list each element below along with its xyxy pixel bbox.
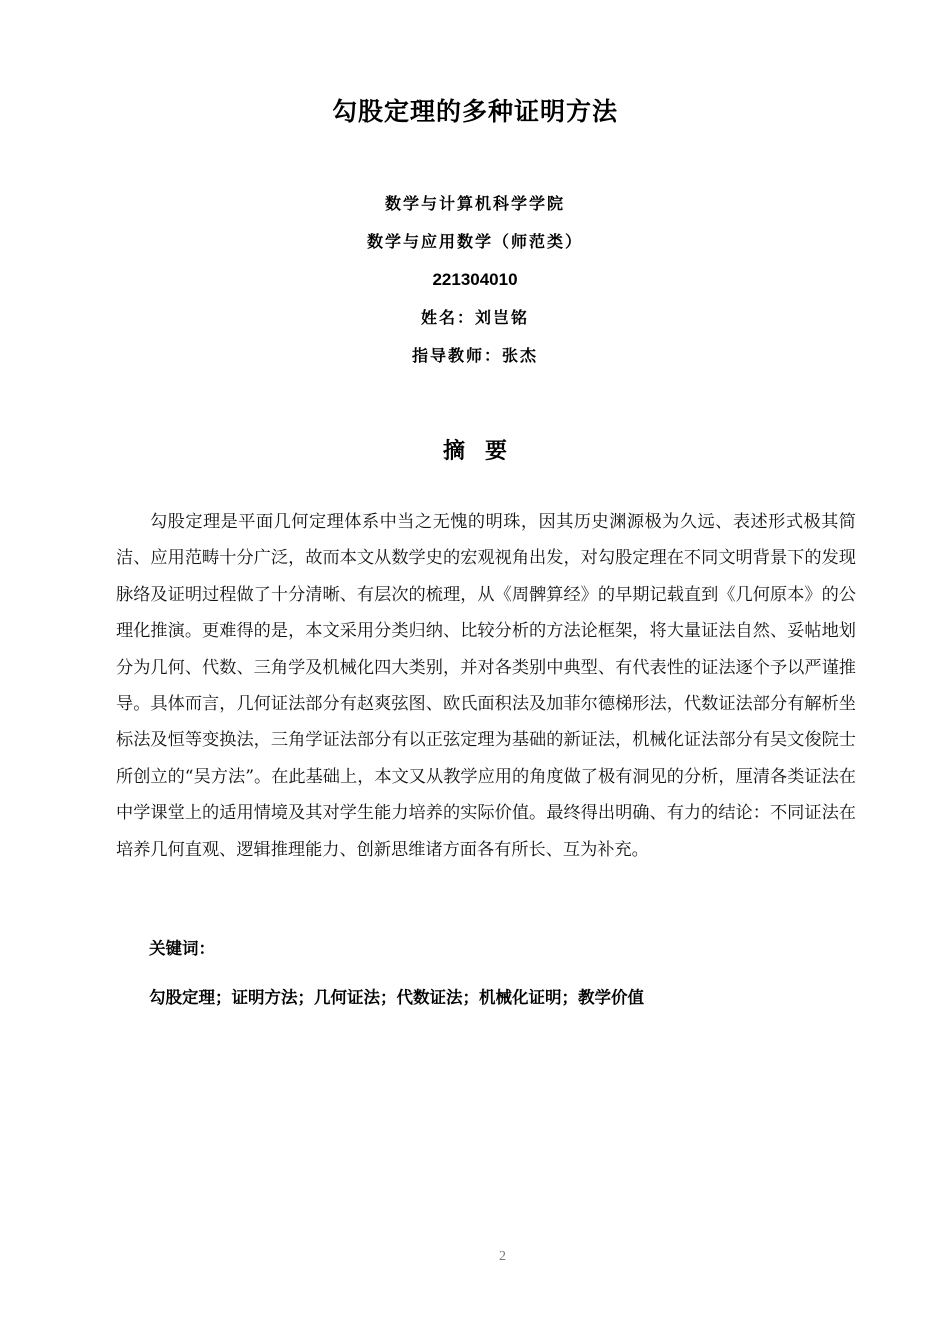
college-name: 数学与计算机科学学院 — [384, 194, 565, 213]
student-name: 姓名：刘岂铭 — [420, 308, 529, 327]
abstract-heading — [0, 434, 950, 465]
advisor-name: 指导教师：张杰 — [411, 346, 538, 365]
student-id: 221304010 — [432, 270, 518, 289]
abstract-heading-char-1: 摘 — [442, 439, 465, 464]
major-name: 数学与应用数学（师范类） — [366, 232, 583, 251]
page-number: 2 — [499, 1249, 506, 1264]
keywords-label: 关键词： — [149, 939, 215, 958]
abstract-heading-char-2: 要 — [485, 439, 508, 464]
keywords-text: 勾股定理；证明方法；几何证法；代数证法；机械化证明；教学价值 — [149, 988, 644, 1007]
document-title: 勾股定理的多种证明方法 — [331, 97, 618, 126]
abstract-body: 勾股定理是平面几何定理体系中当之无愧的明珠，因其历史渊源极为久远、表述形式极其简洁、应用范畴十分广泛，故而本文从数学史的宏观视角出发，对勾股定理在不同文明背景下的发现脉络及证明过程做了十分清晰、有层次的梳理，从《周髀算经》的早期记载直到《几何原本》的公理化推演。更难得的是，本文采用分类归纳、比较分析的方法论框架，将大量证法自然、妥帖地划分为几何、代数、三角学及机械化四大类别，并对各类别中典型、有代表性的证法逐个予以严谨推导。具体而言，几何证法部分有赵爽弦图、欧氏面积法及加菲尔德梯形法，代数证法部分有解析坐标法及恒等变换法，三角学证法部分有以正弦定理为基础的新证法，机械化证法部分有吴文俊院士所创立的“吴方法”。在此基础上，本文又从教学应用的角度做了极有洞见的分析，厘清各类证法在中学课堂上的适用情境及其对学生能力培养的实际价值。最终得出明确、有力的结论：不同证法在培养几何直观、逻辑推理能力、创新思维诸方面各有所长、互为补充。 — [116, 512, 856, 860]
